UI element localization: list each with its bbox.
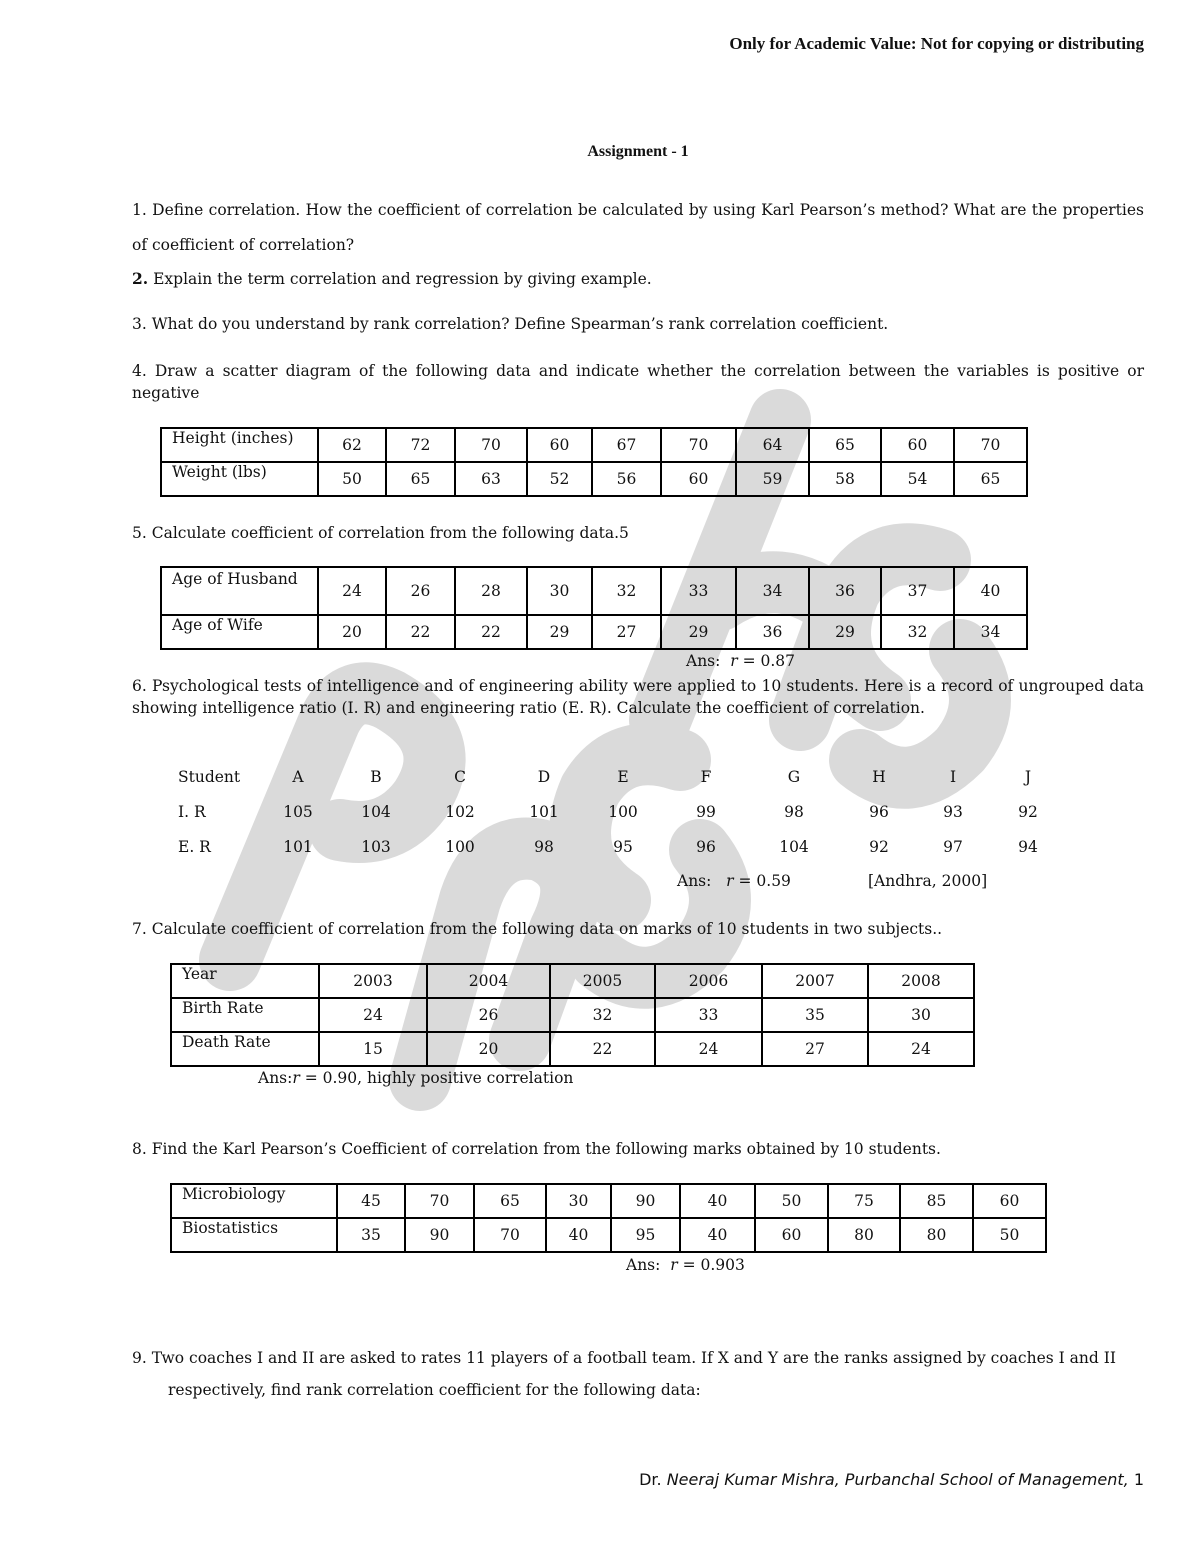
table-cell: 30	[546, 1184, 611, 1218]
answer-value: = 0.903	[677, 1256, 745, 1274]
table-cell: 34	[954, 615, 1027, 649]
table-row	[161, 567, 1027, 615]
table-cell: 93	[943, 803, 963, 821]
table-cell: 65	[809, 428, 881, 462]
row-label-death-rate: Death Rate	[171, 1032, 319, 1066]
table-cell: 15	[319, 1032, 427, 1066]
question-2-text: Explain the term correlation and regression by giving example.	[148, 270, 652, 288]
table-cell: 40	[546, 1218, 611, 1252]
table-cell: 75	[828, 1184, 900, 1218]
table-row	[171, 1184, 1046, 1218]
table-cell: 98	[784, 803, 804, 821]
table-micro-biostat-marks	[170, 1183, 1047, 1253]
table-row	[161, 615, 1027, 649]
table-cell: 2005	[550, 964, 655, 998]
table-cell: 40	[954, 567, 1027, 615]
question-6: 6. Psychological tests of intelligence and of engineering ability were applied to 10 students. Here is a record of ungrouped data showing intelligence ratio (I. R) and engineering ratio (E. R). Calculate the coefficient of correlation.	[132, 677, 1144, 717]
table-cell: 90	[405, 1218, 474, 1252]
answer-8	[626, 1256, 745, 1274]
table-cell: 36	[736, 615, 809, 649]
answer-symbol: r	[292, 1069, 300, 1087]
answer-label: Ans:	[626, 1256, 661, 1274]
table-cell: 50	[755, 1184, 828, 1218]
table-cell: 94	[1018, 838, 1038, 856]
table-cell: 103	[361, 838, 391, 856]
table-cell: 96	[696, 838, 716, 856]
table-row	[161, 462, 1027, 496]
table-cell: 70	[455, 428, 527, 462]
table-cell: 65	[386, 462, 455, 496]
table-cell: 52	[527, 462, 592, 496]
row-label-weight: Weight (lbs)	[161, 462, 318, 496]
table-cell: 22	[386, 615, 455, 649]
table-cell: 101	[529, 803, 559, 821]
table-cell: 33	[661, 567, 736, 615]
table-cell: B	[370, 768, 382, 786]
table-cell: 85	[900, 1184, 973, 1218]
answer-value: = 0.90, highly positive correlation	[299, 1069, 574, 1087]
table-cell: 29	[527, 615, 592, 649]
table-height-weight	[160, 427, 1028, 497]
answer-value: = 0.87	[737, 652, 795, 670]
row-label-student: Student	[178, 768, 241, 786]
table-cell: 26	[386, 567, 455, 615]
table-cell: 24	[655, 1032, 762, 1066]
footer-prefix: Dr.	[639, 1470, 667, 1489]
table-cell: 95	[611, 1218, 680, 1252]
answer-label: Ans:	[677, 872, 712, 890]
table-row	[161, 428, 1027, 462]
row-label-ir: I. R	[178, 803, 206, 821]
table-cell: 2007	[762, 964, 868, 998]
question-8: 8. Find the Karl Pearson’s Coefficient of correlation from the following marks obtained by 10 students.	[132, 1140, 941, 1158]
table-cell: 104	[779, 838, 809, 856]
table-cell: G	[787, 768, 801, 786]
page-footer	[639, 1470, 1144, 1489]
table-cell: 50	[973, 1218, 1046, 1252]
table-cell: 60	[881, 428, 954, 462]
table-cell: 2003	[319, 964, 427, 998]
table-cell: 58	[809, 462, 881, 496]
table-cell: 100	[445, 838, 475, 856]
table-cell: 24	[318, 567, 386, 615]
table-cell: 90	[611, 1184, 680, 1218]
table-cell: 62	[318, 428, 386, 462]
table-cell: 60	[661, 462, 736, 496]
table-cell: 105	[283, 803, 313, 821]
answer-symbol: r	[670, 1256, 678, 1274]
table-cell: 2008	[868, 964, 974, 998]
table-cell: 101	[283, 838, 313, 856]
answer-6-source: [Andhra, 2000]	[868, 872, 988, 890]
table-cell: 100	[608, 803, 638, 821]
table-cell: C	[454, 768, 466, 786]
table-cell: 22	[455, 615, 527, 649]
table-cell: 54	[881, 462, 954, 496]
table-row	[178, 838, 1058, 862]
table-cell: 92	[1018, 803, 1038, 821]
table-cell: 2004	[427, 964, 550, 998]
row-label-birth-rate: Birth Rate	[171, 998, 319, 1032]
answer-value: = 0.59	[733, 872, 791, 890]
table-cell: 98	[534, 838, 554, 856]
table-cell: D	[537, 768, 551, 786]
table-cell: 99	[696, 803, 716, 821]
table-cell: 70	[661, 428, 736, 462]
table-cell: 95	[613, 838, 633, 856]
question-2-number: 2.	[132, 269, 149, 288]
row-label-microbiology: Microbiology	[171, 1184, 337, 1218]
table-cell: 72	[386, 428, 455, 462]
table-cell: 24	[868, 1032, 974, 1066]
table-row	[178, 768, 1058, 792]
table-cell: 40	[680, 1184, 755, 1218]
table-cell: 2006	[655, 964, 762, 998]
table-cell: 80	[900, 1218, 973, 1252]
question-4: 4. Draw a scatter diagram of the following data and indicate whether the correlation between the variables is positive or negative	[132, 362, 1144, 402]
page-number: 1	[1128, 1470, 1144, 1489]
table-cell: 70	[474, 1218, 546, 1252]
table-cell: 35	[337, 1218, 405, 1252]
answer-symbol: r	[726, 872, 734, 890]
answer-symbol: r	[730, 652, 738, 670]
row-label-husband: Age of Husband	[161, 567, 318, 615]
table-cell: 32	[592, 567, 661, 615]
question-9: 9. Two coaches I and II are asked to rates 11 players of a football team. If X and Y are the ranks assigned by coaches I and II	[132, 1349, 1116, 1367]
table-row	[171, 1032, 974, 1066]
table-cell: 34	[736, 567, 809, 615]
table-cell: 45	[337, 1184, 405, 1218]
table-cell: 70	[954, 428, 1027, 462]
question-1: 1. Define correlation. How the coefficient of correlation be calculated by using Karl Pearson’s method? What are the properties of coefficient of correlation?	[132, 201, 1144, 254]
table-cell: 20	[427, 1032, 550, 1066]
table-cell: 27	[762, 1032, 868, 1066]
table-row	[171, 998, 974, 1032]
table-cell: 32	[550, 998, 655, 1032]
table-cell: 35	[762, 998, 868, 1032]
table-cell: 63	[455, 462, 527, 496]
table-cell: 65	[954, 462, 1027, 496]
table-cell: 59	[736, 462, 809, 496]
table-cell: 27	[592, 615, 661, 649]
question-2	[132, 268, 1144, 290]
table-cell: 92	[869, 838, 889, 856]
table-cell: 67	[592, 428, 661, 462]
question-9-continued: respectively, find rank correlation coefficient for the following data:	[168, 1381, 701, 1399]
table-birth-death-rate	[170, 963, 975, 1067]
question-5: 5. Calculate coefficient of correlation from the following data.5	[132, 524, 629, 542]
question-3: 3. What do you understand by rank correlation? Define Spearman’s rank correlation coefficient.	[132, 315, 889, 333]
table-cell: 33	[655, 998, 762, 1032]
table-cell: 22	[550, 1032, 655, 1066]
table-cell: 80	[828, 1218, 900, 1252]
table-cell: 60	[973, 1184, 1046, 1218]
question-7: 7. Calculate coefficient of correlation from the following data on marks of 10 students in two subjects..	[132, 920, 943, 938]
page-title: Assignment - 1	[587, 143, 689, 160]
table-cell: 37	[881, 567, 954, 615]
table-husband-wife-age	[160, 566, 1028, 650]
table-cell: 29	[809, 615, 881, 649]
table-cell: A	[292, 768, 304, 786]
table-cell: J	[1024, 768, 1032, 786]
table-row	[171, 1218, 1046, 1252]
table-cell: 70	[405, 1184, 474, 1218]
answer-label: Ans:	[258, 1069, 293, 1087]
page-header: Only for Academic Value: Not for copying or distributing	[729, 34, 1144, 53]
row-label-year: Year	[171, 964, 319, 998]
row-label-er: E. R	[178, 838, 211, 856]
answer-7	[258, 1069, 573, 1087]
table-cell: 40	[680, 1218, 755, 1252]
table-cell: 20	[318, 615, 386, 649]
table-cell: 36	[809, 567, 881, 615]
table-cell: 30	[527, 567, 592, 615]
table-cell: 24	[319, 998, 427, 1032]
table-cell: 56	[592, 462, 661, 496]
answer-5	[686, 652, 795, 670]
table-cell: 102	[445, 803, 475, 821]
table-cell: F	[700, 768, 712, 786]
answer-label: Ans:	[686, 652, 721, 670]
table-cell: 60	[527, 428, 592, 462]
row-label-wife: Age of Wife	[161, 615, 318, 649]
footer-author: Neeraj Kumar Mishra, Purbanchal School of Management,	[666, 1470, 1129, 1489]
table-cell: 32	[881, 615, 954, 649]
table-cell: 26	[427, 998, 550, 1032]
row-label-height: Height (inches)	[161, 428, 318, 462]
table-row	[178, 803, 1058, 827]
table-cell: I	[949, 768, 957, 786]
table-cell: 104	[361, 803, 391, 821]
table-cell: 30	[868, 998, 974, 1032]
table-cell: 60	[755, 1218, 828, 1252]
row-label-biostatistics: Biostatistics	[171, 1218, 337, 1252]
table-cell: 97	[943, 838, 963, 856]
table-row	[171, 964, 974, 998]
table-cell: E	[617, 768, 629, 786]
table-cell: 65	[474, 1184, 546, 1218]
table-cell: 50	[318, 462, 386, 496]
answer-6	[677, 872, 791, 890]
table-cell: 64	[736, 428, 809, 462]
table-cell: 29	[661, 615, 736, 649]
table-cell: 28	[455, 567, 527, 615]
table-cell: H	[872, 768, 886, 786]
table-cell: 96	[869, 803, 889, 821]
